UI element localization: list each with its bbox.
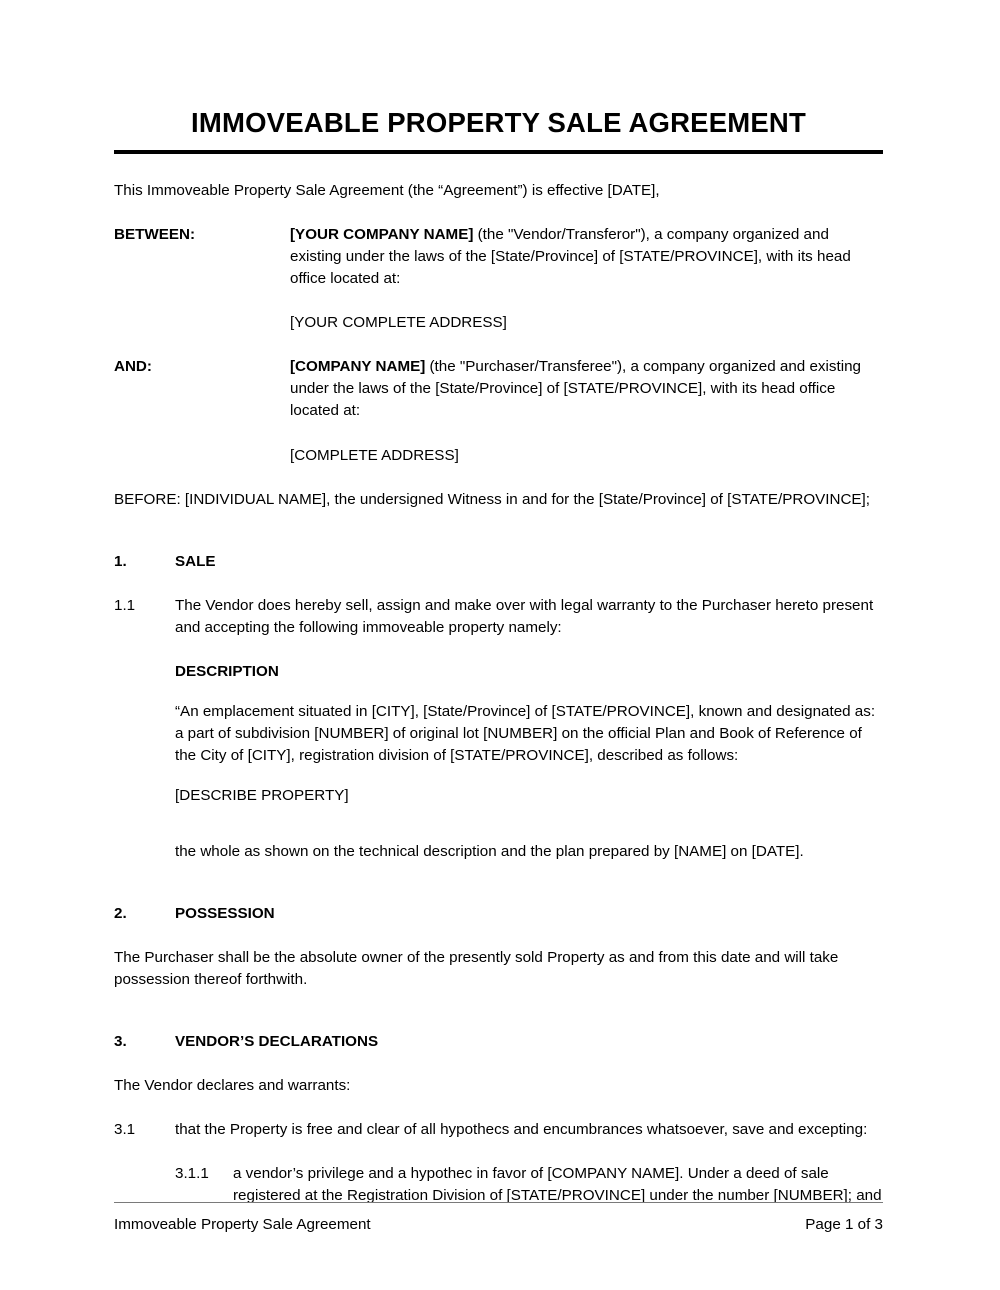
vendors-declarations-intro: The Vendor declares and warrants: xyxy=(114,1076,351,1094)
spacer xyxy=(114,925,883,947)
section-number-1: 1. xyxy=(114,552,127,570)
spacer xyxy=(114,202,883,224)
party-and-name: [COMPANY NAME] xyxy=(290,358,426,376)
section-heading-sale xyxy=(114,551,883,573)
possession-body: The Purchaser shall be the absolute owner of the presently sold Property as and from this date and will take possession thereof forthwith. xyxy=(114,948,839,988)
document-content xyxy=(114,0,883,1207)
description-heading: DESCRIPTION xyxy=(175,662,279,680)
party-and-body xyxy=(290,356,883,422)
clause-number-3-1-1: 3.1.1 xyxy=(175,1165,209,1183)
spacer xyxy=(114,1053,883,1075)
spacer xyxy=(114,154,883,180)
spacer xyxy=(114,683,883,701)
clause-3-1 xyxy=(114,1119,883,1141)
clause-text-3-1-1: a vendor’s privilege and a hypothec in favor of [COMPANY NAME]. Under a deed of sale registered at the Registration Division of [STATE/PROVINCE] under the number [NUMBER]; and xyxy=(233,1165,882,1205)
description-body: “An emplacement situated in [CITY], [State/Province] of [STATE/PROVINCE], known and designated as: a part of subdivision [NUMBER] of original lot [NUMBER] on the official Plan and Book of Reference of the City of [CITY], registration division of [STATE/PROVINCE], described as follows: xyxy=(175,702,876,764)
footer-row xyxy=(114,1203,883,1235)
spacer xyxy=(114,511,883,551)
spacer xyxy=(114,467,883,489)
section-title-possession: POSSESSION xyxy=(175,904,275,922)
section-heading-possession xyxy=(114,903,883,925)
spacer xyxy=(114,573,883,595)
party-between xyxy=(114,224,883,290)
spacer xyxy=(114,423,883,445)
spacer xyxy=(114,639,883,661)
spacer xyxy=(114,767,883,785)
party-between-name: [YOUR COMPANY NAME] xyxy=(290,226,474,244)
section-title-vendors-declarations: VENDOR’S DECLARATIONS xyxy=(175,1032,379,1050)
party-between-description: (the "Vendor/Transferor"), a company organized and existing under the laws of the [State/Province] of [STATE/PROVINCE], with its head office located at: xyxy=(290,226,851,288)
page-title: IMMOVEABLE PROPERTY SALE AGREEMENT xyxy=(191,107,806,138)
section-title-sale: SALE xyxy=(175,552,216,570)
spacer xyxy=(114,334,883,356)
party-between-address: [YOUR COMPLETE ADDRESS] xyxy=(290,314,507,332)
party-between-body xyxy=(290,224,883,290)
spacer xyxy=(114,1097,883,1119)
intro-paragraph: This Immoveable Property Sale Agreement (the “Agreement”) is effective [DATE], xyxy=(114,182,660,200)
spacer xyxy=(114,863,883,903)
spacer xyxy=(114,290,883,312)
party-and-address: [COMPLETE ADDRESS] xyxy=(290,446,459,464)
section-number-2: 2. xyxy=(114,904,127,922)
party-and xyxy=(114,356,883,422)
clause-text-1-1: The Vendor does hereby sell, assign and make over with legal warranty to the Purchaser hereto present and accepting the following immoveable property namely: xyxy=(175,596,874,636)
page-footer xyxy=(114,1202,883,1235)
section-heading-vendors-declarations xyxy=(114,1031,883,1053)
clause-number-3-1: 3.1 xyxy=(114,1121,136,1138)
spacer xyxy=(114,807,883,841)
party-and-description: (the "Purchaser/Transferee"), a company organized and existing under the laws of the [State/Province] of [STATE/PROVINCE], with its head office located at: xyxy=(290,358,861,420)
party-between-label: BETWEEN: xyxy=(114,226,195,244)
clause-1-1 xyxy=(114,595,883,639)
clause-number-1-1: 1.1 xyxy=(114,596,136,614)
spacer xyxy=(114,1141,883,1163)
footer-document-name: Immoveable Property Sale Agreement xyxy=(114,1216,371,1233)
section-number-3: 3. xyxy=(114,1032,127,1050)
before-witness-paragraph: BEFORE: [INDIVIDUAL NAME], the undersigned Witness in and for the [State/Province] of [STATE/PROVINCE]; xyxy=(114,490,870,508)
describe-property-placeholder: [DESCRIBE PROPERTY] xyxy=(175,786,349,804)
whole-as-shown-paragraph: the whole as shown on the technical description and the plan prepared by [NAME] on [DATE]. xyxy=(175,842,804,860)
party-and-label: AND: xyxy=(114,358,152,376)
spacer xyxy=(114,991,883,1031)
clause-3-1-1 xyxy=(175,1163,883,1207)
footer-page-number: Page 1 of 3 xyxy=(805,1216,883,1233)
clause-text-3-1: that the Property is free and clear of all hypothecs and encumbrances whatsoever, save and excepting: xyxy=(175,1121,868,1138)
